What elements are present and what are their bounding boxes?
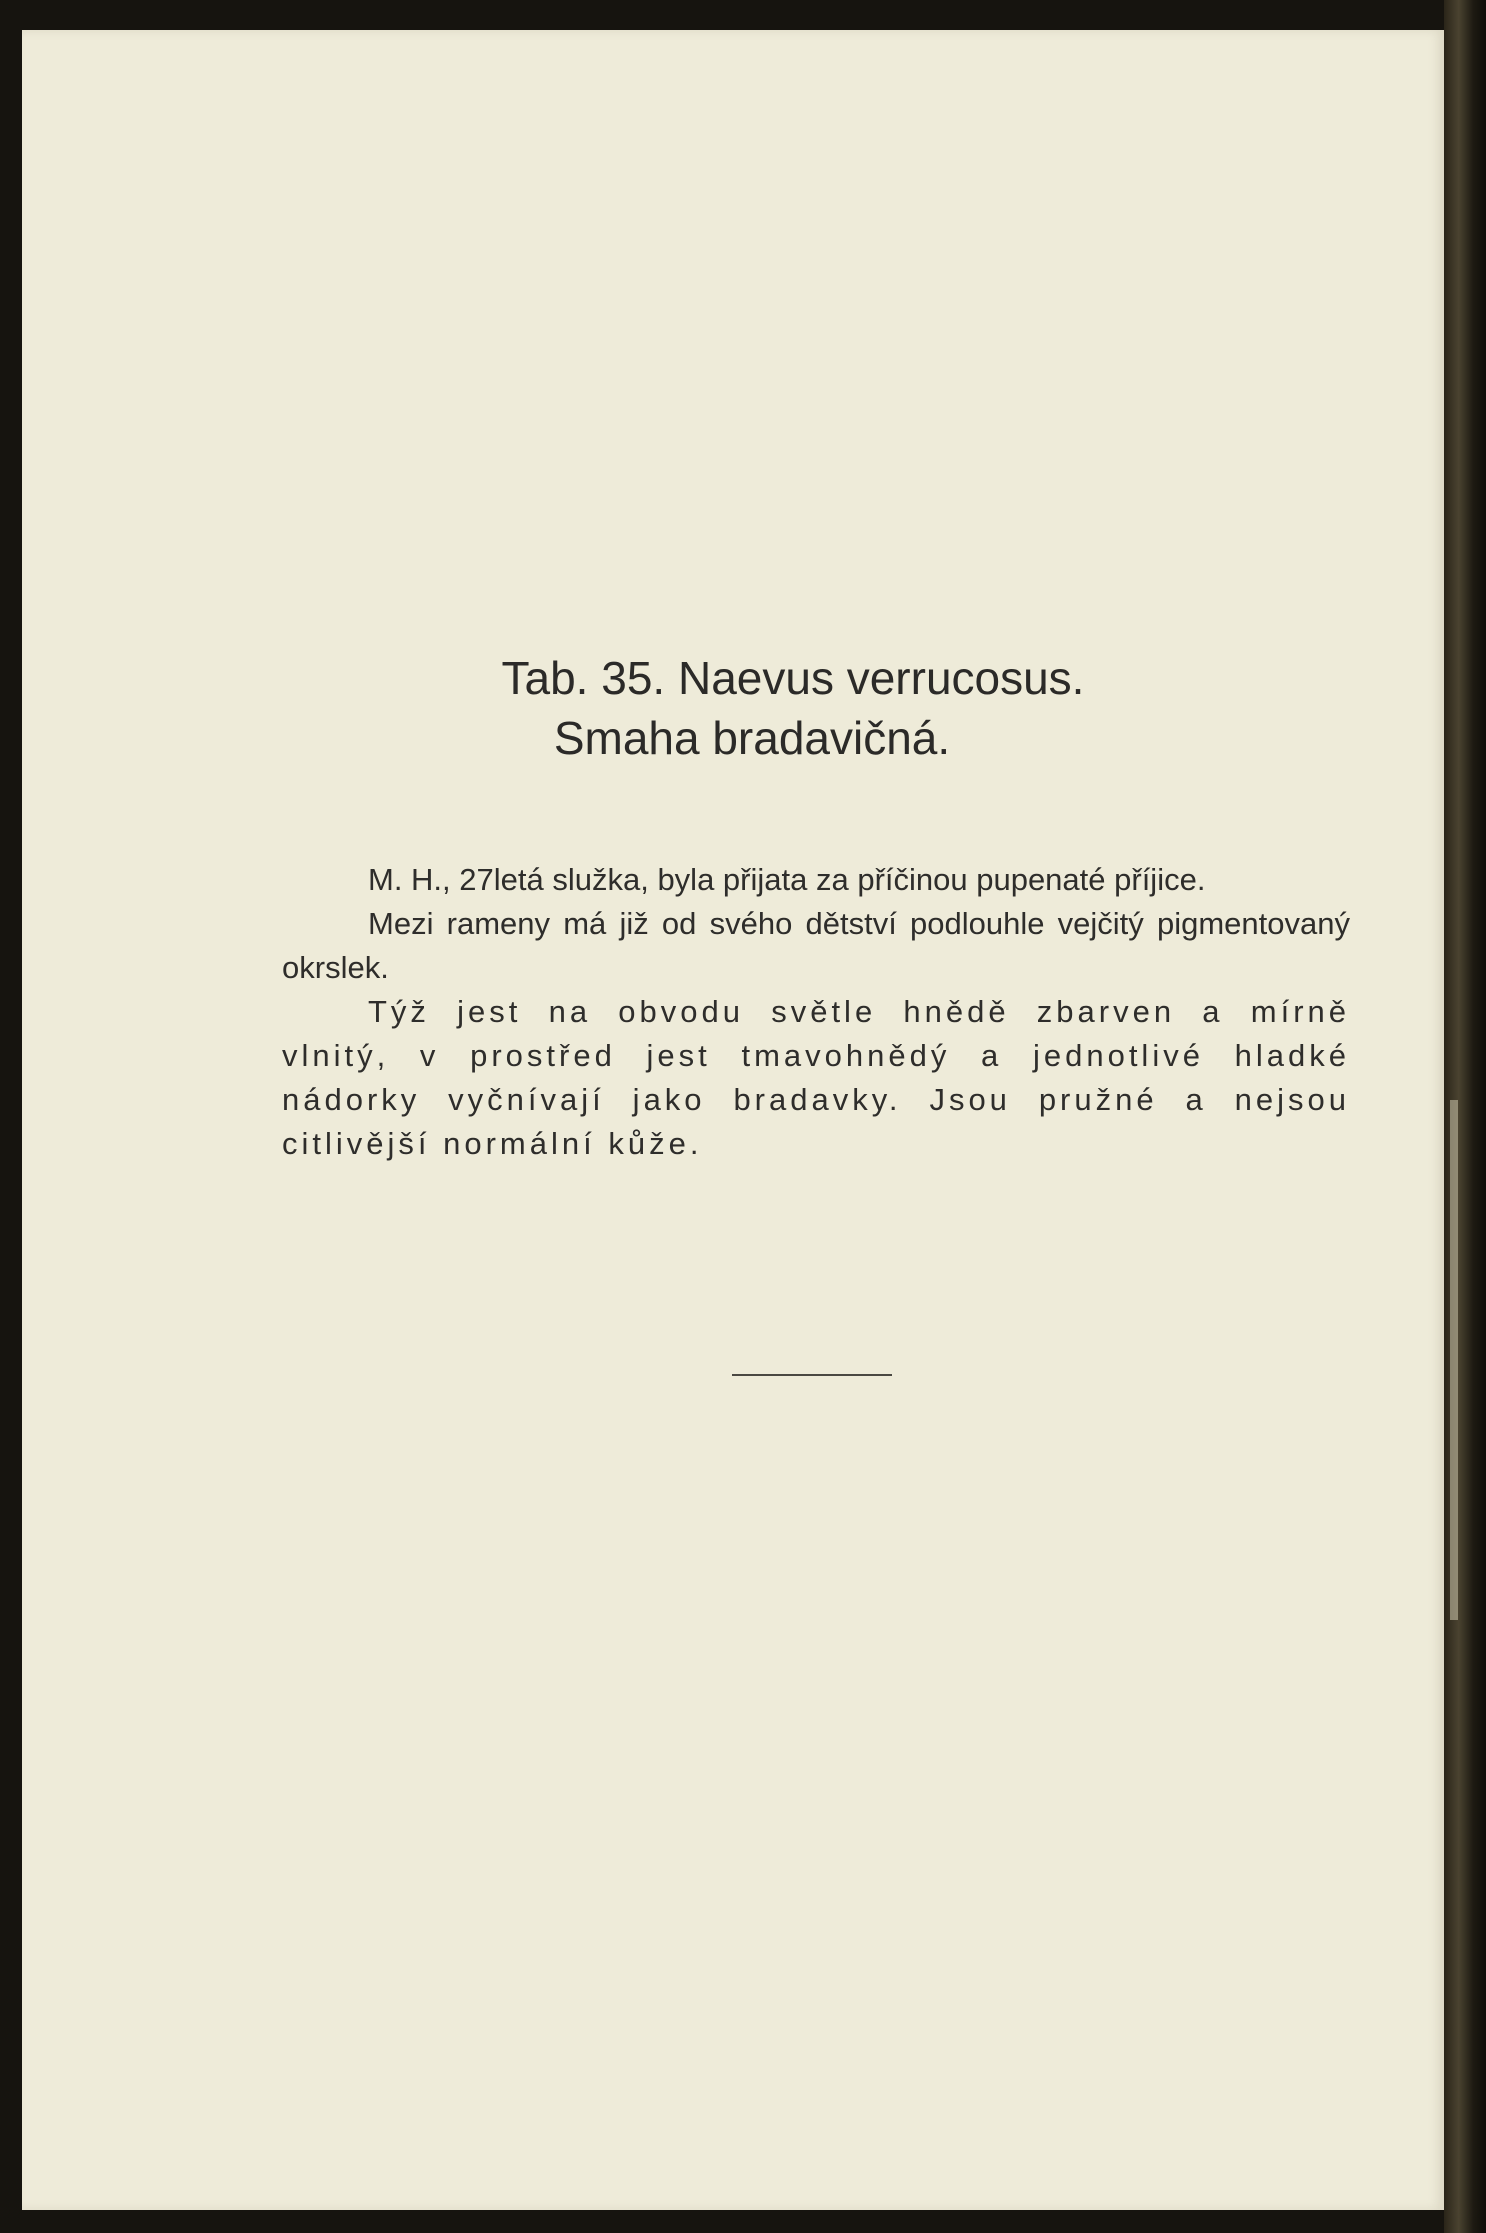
plate-subtitle: Smaha bradavičná. <box>553 712 951 764</box>
section-divider <box>732 1374 892 1376</box>
spine-highlight <box>1450 1100 1458 1620</box>
plate-title: Tab. 35. Naevus verrucosus. <box>501 652 1085 704</box>
case-description <box>282 858 1350 1166</box>
plate-heading <box>0 648 1486 768</box>
paragraph-description: Týž jest na obvodu světle hnědě zbarven a mírně vlnitý, v prostřed jest tmavohnědý a jednotlivé hladké nádorky vyčnívají jako bradavky. Jsou pružné a nejsou citlivější normální kůže. <box>282 994 1350 1161</box>
paragraph-patient: M. H., 27letá služka, byla přijata za příčinou pupenaté příjice. <box>368 862 1206 897</box>
paragraph-location: Mezi rameny má již od svého dětství podlouhle vejčitý pigmentovaný okrslek. <box>282 906 1350 985</box>
